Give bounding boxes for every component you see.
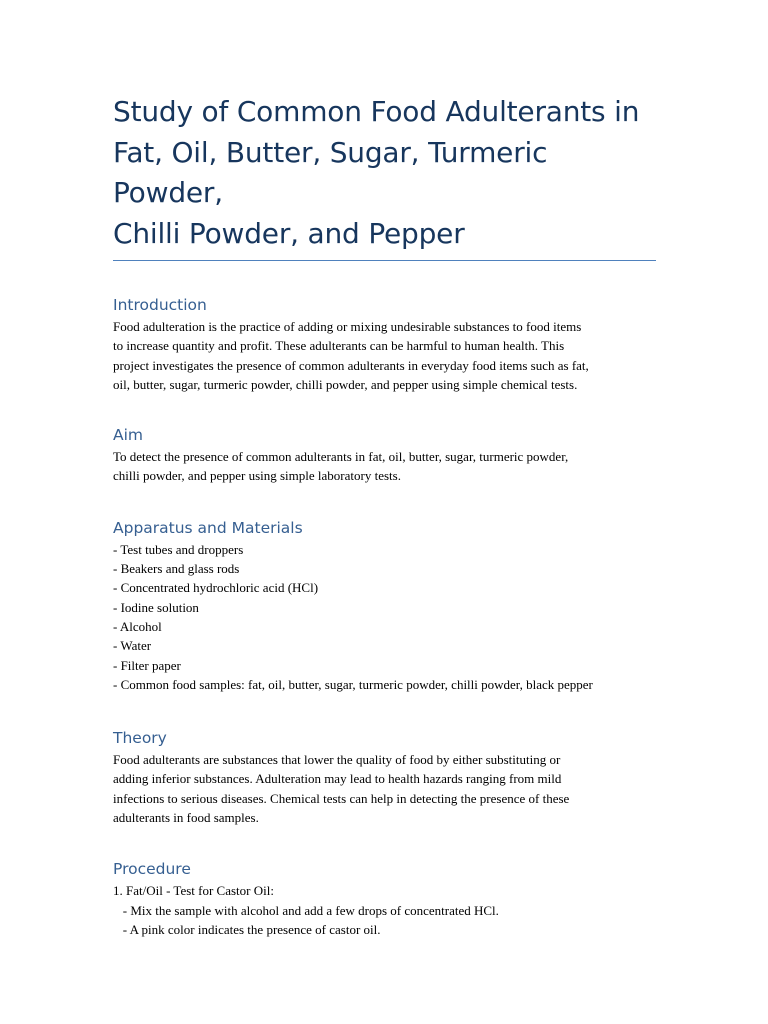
list-item: - Test tubes and droppers	[113, 541, 244, 557]
list-item: 1. Fat/Oil - Test for Castor Oil:	[113, 883, 274, 899]
aim-text: To detect the presence of common adulterants in fat, oil, butter, sugar, turmeric powder, chilli powder, and pepper using simple laboratory tests.	[113, 449, 569, 484]
aim-section	[113, 424, 656, 486]
theory-text: Food adulterants are substances that lower the quality of food by either substituting or adding inferior substances. Adulteration may lead to health hazards ranging from mild infections to serious diseases. Chemical tests can help in detecting the presence of these adulterants in food samples.	[113, 752, 570, 826]
list-item: - Concentrated hydrochloric acid (HCl)	[113, 580, 319, 596]
document-page	[113, 92, 656, 939]
list-item: - Mix the sample with alcohol and add a few drops of concentrated HCl.	[113, 902, 499, 918]
list-item: - Filter paper	[113, 657, 181, 673]
document-title: Study of Common Food Adulterants in Fat, Oil, Butter, Sugar, Turmeric Powder, Chilli Powder, and Pepper	[113, 95, 640, 250]
theory-section	[113, 727, 656, 827]
procedure-heading: Procedure	[113, 860, 191, 879]
apparatus-heading: Apparatus and Materials	[113, 518, 303, 537]
apparatus-list	[113, 540, 656, 694]
title-divider	[113, 260, 656, 261]
list-item: - Iodine solution	[113, 599, 199, 615]
aim-heading: Aim	[113, 426, 144, 445]
apparatus-section	[113, 517, 656, 694]
list-item: - Beakers and glass rods	[113, 561, 240, 577]
procedure-list	[113, 881, 656, 939]
procedure-section	[113, 858, 656, 939]
list-item: - Alcohol	[113, 618, 162, 634]
theory-heading: Theory	[113, 729, 167, 748]
list-item: - A pink color indicates the presence of castor oil.	[113, 921, 381, 937]
list-item: - Water	[113, 638, 152, 654]
introduction-text: Food adulteration is the practice of adding or mixing undesirable substances to food items to increase quantity and profit. These adulterants can be harmful to human health. This project investigates the presence of common adulterants in everyday food items such as fat, oil, butter, sugar, turmeric powder, chilli powder, and pepper using simple chemical tests.	[113, 319, 589, 392]
introduction-section	[113, 294, 656, 394]
introduction-heading: Introduction	[113, 296, 207, 314]
list-item: - Common food samples: fat, oil, butter, sugar, turmeric powder, chilli powder, black pepper	[113, 676, 593, 692]
